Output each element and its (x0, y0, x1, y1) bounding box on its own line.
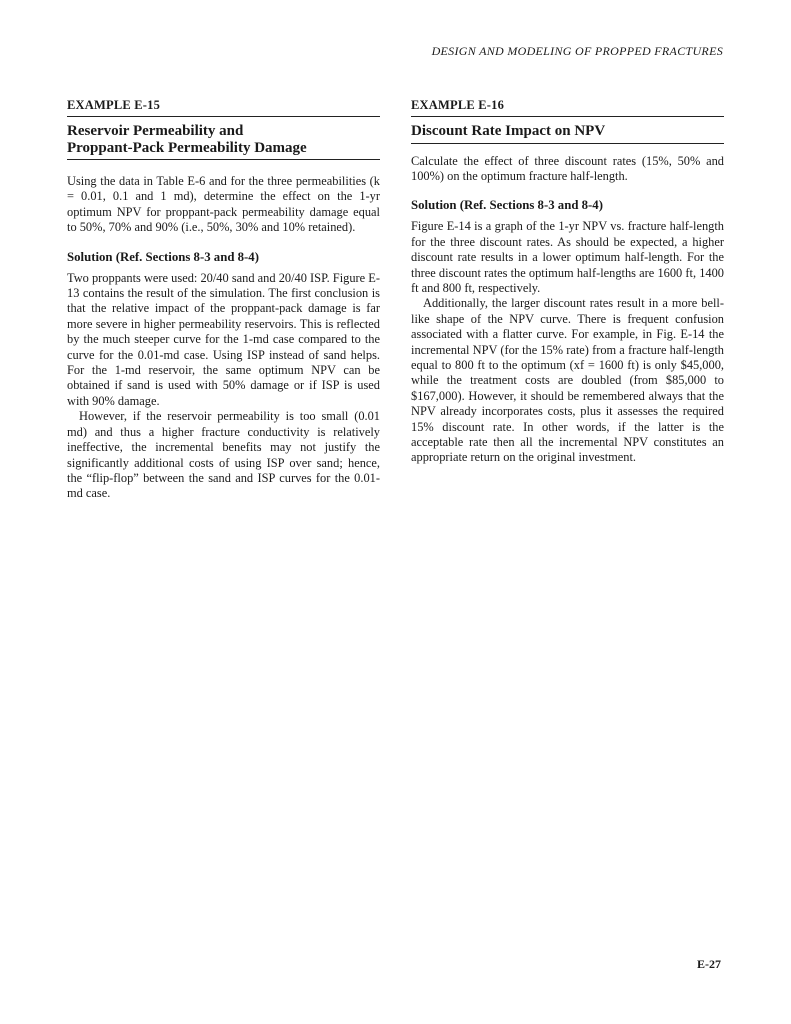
problem-statement: Using the data in Table E-6 and for the three permeabilities (k = 0.01, 0.1 and 1 md), determine the effect on the 1-yr optimum NPV for proppant-pack permeability damage equal to 50%, 70% and 90% (i.e., 50%, 30% and 10% retained). (67, 174, 380, 235)
example-title: Discount Rate Impact on NPV (411, 123, 724, 144)
solution-paragraph-1: Figure E-14 is a graph of the 1-yr NPV vs. fracture half-length for the three discount rates. As should be expected, a higher discount rate results in a lower optimum half-length. For the three discount rates the optimum half-lengths are 1600 ft, 1400 ft and 800 ft, respectively. (411, 219, 724, 295)
problem-statement: Calculate the effect of three discount rates (15%, 50% and 100%) on the optimum fracture half-length. (411, 153, 724, 183)
solution-paragraph-1: Two proppants were used: 20/40 sand and 20/40 ISP. Figure E-13 contains the result of the simulation. The first conclusion is that the relative impact of the proppant-pack damage is far more severe in higher permeability reservoirs. This is reflected by the much steeper curve for the 1-md case compared to the curve for the 0.01-md case. Using ISP instead of sand helps. For the 1-md reservoir, the same optimum NPV can be obtained if sand is used with 50% damage or if ISP is used with 90% damage. (67, 270, 380, 408)
solution-heading: Solution (Ref. Sections 8-3 and 8-4) (411, 198, 603, 213)
solution-heading: Solution (Ref. Sections 8-3 and 8-4) (67, 249, 259, 264)
running-header: DESIGN AND MODELING OF PROPPED FRACTURES (431, 44, 723, 58)
solution-paragraph-2: However, if the reservoir permeability is too small (0.01 md) and thus a higher fracture conductivity is relatively ineffective, the incremental benefits may not justify the significantly additional costs of using ISP over sand; hence, the “flip-flop” between the sand and ISP curves for the 0.01-md case. (67, 409, 380, 501)
example-e16-column (411, 98, 724, 466)
page-number: E-27 (697, 957, 721, 971)
example-title (67, 123, 380, 160)
example-title-line2: Proppant-Pack Permeability Damage (67, 139, 307, 156)
example-label: EXAMPLE E-15 (67, 98, 380, 117)
example-title-line1: Reservoir Permeability and (67, 123, 244, 139)
example-e15-column (67, 98, 380, 502)
solution-paragraph-2: Additionally, the larger discount rates result in a more bell-like shape of the NPV curve. There is frequent confusion associated with a flatter curve. For example, in Fig. E-14 the incremental NPV (for the 15% rate) from a fracture half-length equal to 800 ft to the optimum (xf = 1600 ft) is only $45,000, while the treatment costs are doubled (from $85,000 to $167,000). However, it should be remembered always that the NPV already incorporates costs, plus it assesses the required 15% discount rate. In other words, if the latter is the acceptable rate then all the incremental NPV constitutes an appropriate return on the original investment. (411, 296, 724, 465)
example-label: EXAMPLE E-16 (411, 98, 724, 117)
